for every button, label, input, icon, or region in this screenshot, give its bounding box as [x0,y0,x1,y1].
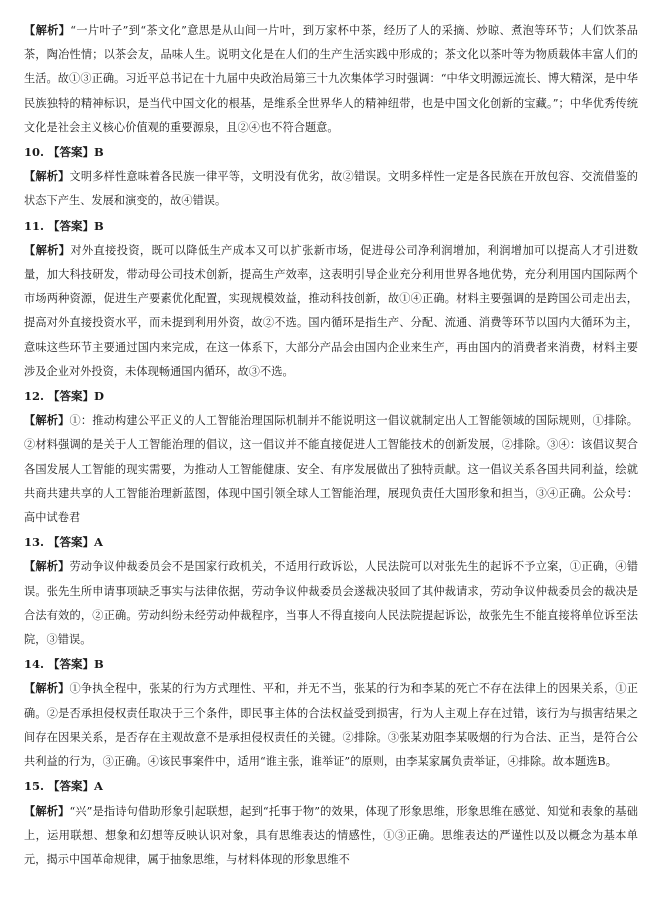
analysis-text: 对外直接投资，既可以降低生产成本又可以扩张新市场，促进母公司净利润增加，利润增加可以提高人才引进数量，加大科技研发，带动母公司技术创新，提高生产效率，这表明引导企业充分利用世界各地优势，充分利用国内国际两个市场两种资源，促进生产要素优化配置，实现规模效益，推动科技创新，故①④正确。材料主要强调的是跨国公司走出去，提高对外直接投资水平，而未提到利用外资，故②不选。国内循环是指生产、分配、流通、消费等环节以国内大循环为主，意味这些环节主要通过国内来完成，在这一体系下，大部分产品会由国内企业来生产，再由国内的消费者来消费，材料主要涉及企业对外投资，未体现畅通国内循环，故③不选。 [24,243,639,378]
analysis-paragraph [24,554,638,652]
analysis-text: ①：推动构建公平正义的人工智能治理国际机制并不能说明这一倡议就制定出人工智能领域的国际规则，①排除。②材料强调的是关于人工智能治理的倡议，这一倡议并不能直接促进人工智能技术的创新发展，②排除。③④：该倡议契合各国发展人工智能的现实需要，为推动人工智能健康、安全、有序发展做出了独特贡献。这一倡议关系各国共同利益，绘就共商共建共享的人工智能治理新蓝图，体现中国引领全球人工智能治理，展现负责任大国形象和担当，③④正确。公众号：高中试卷君 [24,414,638,525]
entry-15 [24,774,638,872]
analysis-tag: 【解析】 [24,803,70,818]
entry-9 [24,18,638,140]
answer-line: 11. 【答案】B [24,218,104,233]
analysis-tag: 【解析】 [24,413,70,428]
analysis-paragraph [24,18,638,140]
analysis-tag: 【解析】 [24,681,70,696]
analysis-paragraph [24,238,638,384]
analysis-paragraph [24,799,638,873]
analysis-paragraph [24,676,638,774]
analysis-text: “兴”是指诗句借助形象引起联想，起到“托事于物”的效果，体现了形象思维，形象思维在感觉、知觉和表象的基础上，运用联想、想象和幻想等反映认识对象，具有思维表达的情感性，①③正确。思维表达的严谨性以及以概念为基本单元，揭示中国革命规律，属于抽象思维，与材料体现的形象思维不 [24,804,639,866]
entry-10 [24,140,638,214]
entry-14 [24,652,638,774]
answer-line: 10. 【答案】B [24,145,104,160]
answer-line: 14. 【答案】B [24,657,104,672]
analysis-text: ①争执全程中，张某的行为方式理性、平和，并无不当，张某的行为和李某的死亡不存在法律上的因果关系，①正确。②是否承担侵权责任取决于三个条件，即民事主体的合法权益受到损害，行为人主观上存在过错，该行为与损害结果之间存在因果关系，是否存在主观故意不是承担侵权责任的关键。②排除。③张某劝阻李某吸烟的行为合法、正当，是符合公共利益的行为，③正确。④该民事案件中，适用“谁主张，谁举证”的原则，由李某家属负责举证，④排除。故本题选B。 [24,682,638,769]
analysis-tag: 【解析】 [24,169,70,184]
answer-line: 15. 【答案】A [24,779,103,794]
analysis-paragraph [24,164,638,213]
analysis-text: “一片叶子”到“茶文化”意思是从山间一片叶，到万家杯中茶，经历了人的采摘、炒晾、煮泡等环节；人们饮茶品茶，陶冶性情；以茶会友，品味人生。说明文化是在人们的生产生活实践中形成的；茶文化以茶叶等为物质载体丰富人们的生活。故①③正确。习近平总书记在十九届中央政治局第三十九次集体学习时强调：“中华文明源远流长、博大精深，是中华民族独特的精神标识，是当代中国文化的根基，是维系全世界华人的精神纽带，也是中国文化创新的宝藏。”；中华优秀传统文化是社会主义核心价值观的重要源泉，且②④也不符合题意。 [24,24,639,134]
answer-line: 12. 【答案】D [24,389,104,404]
answer-key-page [24,18,638,872]
entry-11 [24,214,638,384]
entry-12 [24,384,638,530]
analysis-text: 劳动争议仲裁委员会不是国家行政机关，不适用行政诉讼，人民法院可以对张先生的起诉不予立案，①正确，④错误。张先生所申请事项缺乏事实与法律依据，劳动争议仲裁委员会遂裁决驳回了其仲裁请求，劳动争议仲裁委员会的裁决是合法有效的，②正确。劳动纠纷未经劳动仲裁程序，当事人不得直接向人民法院提起诉讼，故张先生不能直接将单位诉至法院，③错误。 [24,560,638,647]
answer-line: 13. 【答案】A [24,535,103,550]
analysis-paragraph [24,408,638,530]
entry-13 [24,530,638,652]
analysis-tag: 【解析】 [24,559,70,574]
analysis-tag: 【解析】 [24,23,71,37]
analysis-tag: 【解析】 [24,242,71,257]
analysis-text: 文明多样性意味着各民族一律平等，文明没有优劣，故②错误。文明多样性一定是各民族在开放包容、交流借鉴的状态下产生、发展和演变的，故④错误。 [24,170,638,208]
